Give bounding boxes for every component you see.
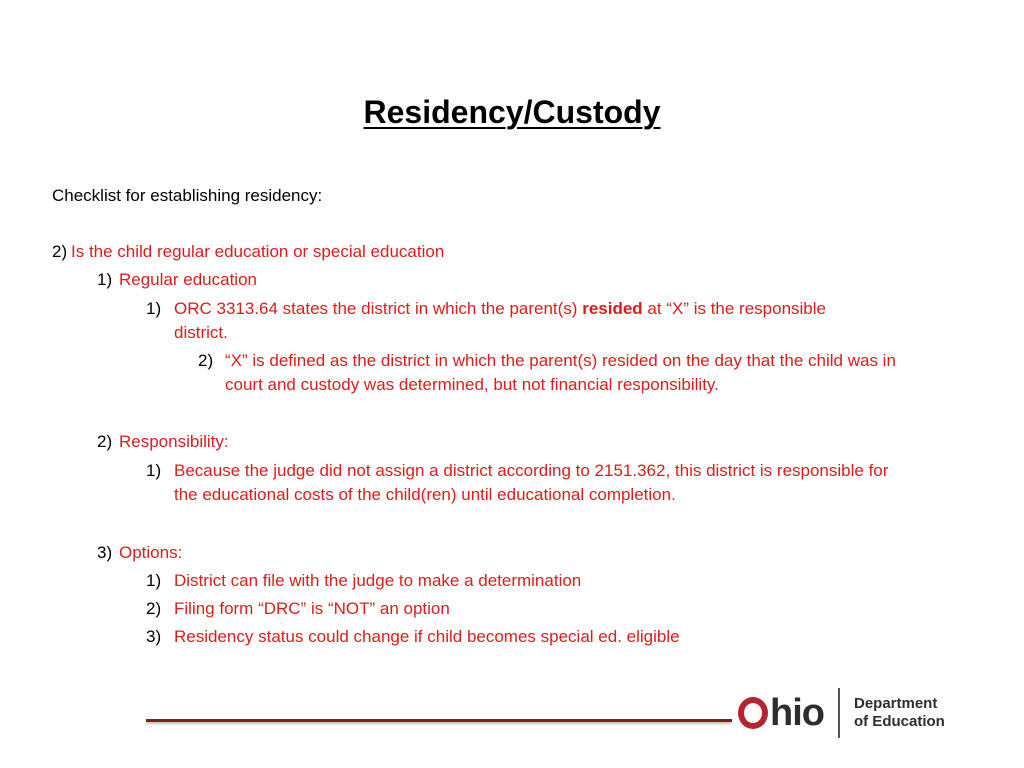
option-item bbox=[146, 569, 866, 593]
outline-item-responsibility bbox=[97, 430, 797, 454]
item-text: Is the child regular education or special education bbox=[71, 242, 445, 261]
outline-item-main bbox=[52, 240, 772, 264]
outline-item-judge-statement bbox=[146, 459, 906, 507]
text-part: at “X” is the responsible district. bbox=[174, 299, 826, 342]
intro-text: Checklist for establishing residency: bbox=[52, 186, 323, 205]
department-name bbox=[854, 695, 945, 731]
outline-item-x-definition bbox=[198, 349, 923, 397]
outline-item-orc-statement bbox=[146, 297, 836, 345]
outline-item-options bbox=[97, 541, 797, 565]
item-text bbox=[146, 297, 836, 345]
department-line-1: Department bbox=[853, 695, 938, 712]
item-number: 1) bbox=[146, 571, 162, 590]
option-item bbox=[146, 597, 866, 621]
item-number: 2) bbox=[146, 599, 162, 618]
item-text: Regular education bbox=[119, 270, 257, 289]
item-number: 3) bbox=[146, 627, 162, 646]
item-text: Because the judge did not assign a district according to 2151.362, this district is responsible for the educational costs of the child(ren) until educational completion. bbox=[174, 461, 889, 504]
item-text: Responsibility: bbox=[119, 432, 229, 451]
item-number: 1) bbox=[97, 270, 113, 289]
text-part: ORC 3313.64 states the district in which the parent(s) bbox=[174, 299, 583, 318]
department-line-2: of Education bbox=[853, 713, 945, 730]
logo-divider bbox=[838, 688, 840, 738]
option-item bbox=[146, 625, 866, 649]
item-number: 2) bbox=[97, 432, 113, 451]
ohio-wordmark bbox=[738, 693, 824, 733]
item-text: District can file with the judge to make a determination bbox=[174, 571, 582, 590]
ohio-wordmark-text: hio bbox=[770, 692, 824, 734]
item-number: 1) bbox=[146, 461, 162, 480]
outline-item-regular-education bbox=[97, 268, 797, 292]
ohio-o-ring-icon bbox=[738, 697, 768, 729]
item-text: Filing form “DRC” is “NOT” an option bbox=[174, 599, 450, 618]
item-text: “X” is defined as the district in which the parent(s) resided on the day that the child was in court and custody was determined, but not financial responsibility. bbox=[225, 351, 896, 394]
item-number: 2) bbox=[198, 351, 214, 370]
slide-title: Residency/Custody bbox=[363, 94, 661, 130]
item-text: Residency status could change if child becomes special ed. eligible bbox=[174, 627, 680, 646]
ohio-department-of-education-logo bbox=[738, 688, 945, 738]
item-number: 1) bbox=[146, 299, 162, 318]
item-number: 2) bbox=[52, 242, 68, 261]
item-text: Options: bbox=[119, 543, 183, 562]
emphasis-text: resided bbox=[582, 299, 643, 318]
footer-divider-line bbox=[146, 719, 732, 722]
item-number: 3) bbox=[97, 543, 113, 562]
